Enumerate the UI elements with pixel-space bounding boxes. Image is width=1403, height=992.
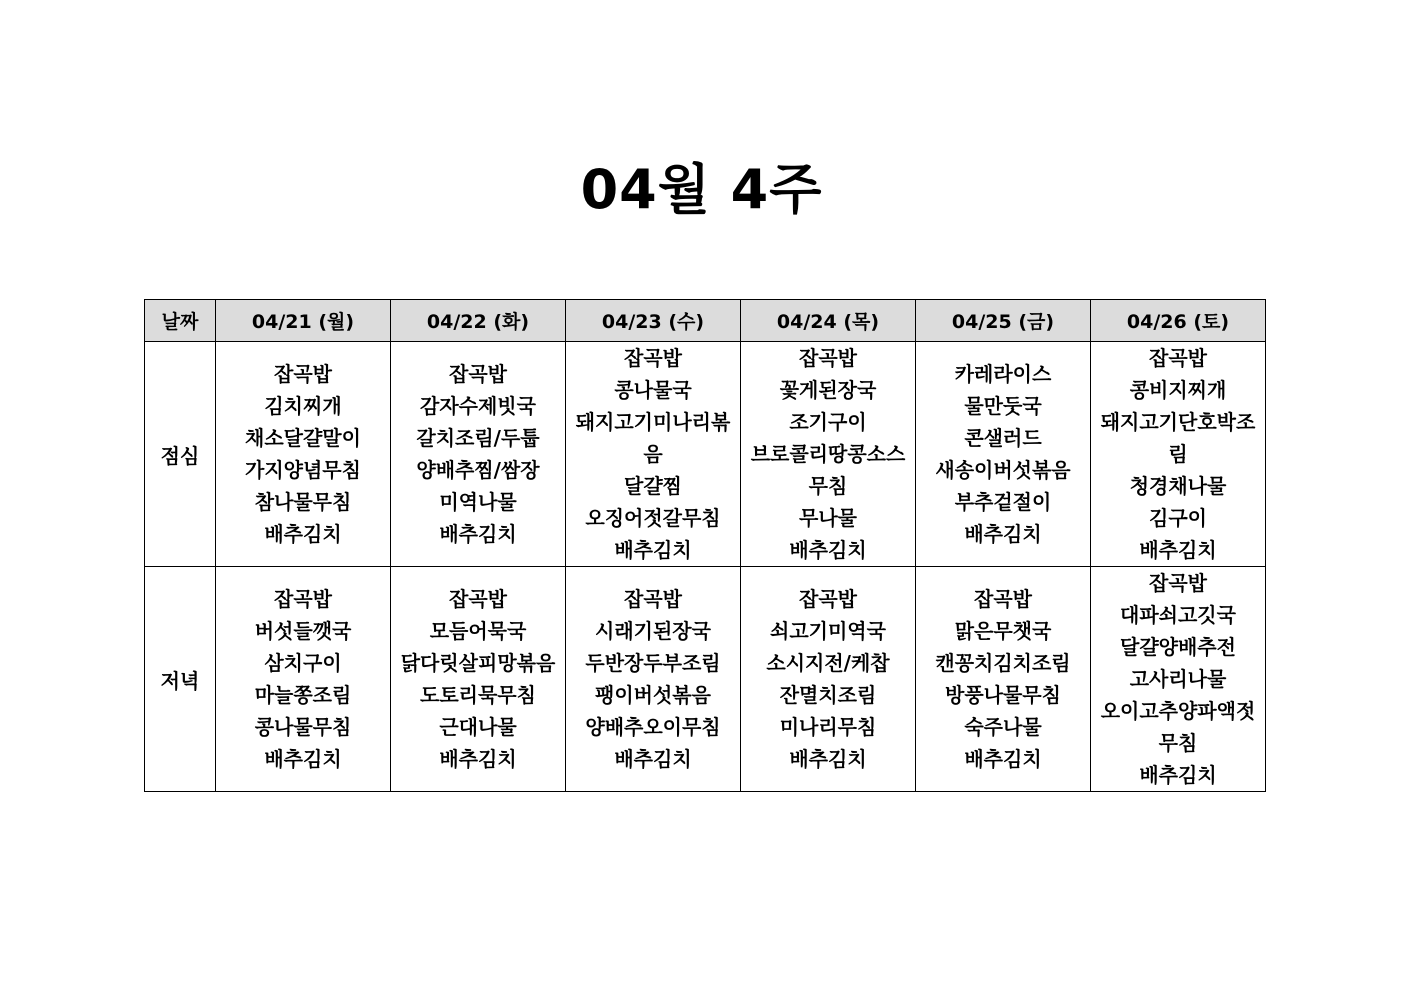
dinner-row: [145, 567, 1266, 792]
dish-item: 잡곡밥: [624, 587, 682, 611]
menu-cell: [1091, 567, 1266, 792]
dish-item: 배추김치: [789, 538, 867, 562]
dish-item: 돼지고기단호박조림: [1100, 410, 1256, 466]
dish-item: 새송이버섯볶음: [935, 458, 1071, 482]
dish-item: 돼지고기미나리볶음: [575, 410, 731, 466]
header-row: [145, 300, 1266, 342]
meal-label: 저녁: [145, 567, 216, 792]
dish-item: 쇠고기미역국: [770, 619, 886, 643]
dish-item: 소시지전/케찹: [766, 651, 890, 675]
menu-cell: [391, 342, 566, 567]
date-column-header: 날짜: [145, 300, 216, 342]
dish-item: 조기구이: [789, 410, 867, 434]
menu-cell: [1091, 342, 1266, 567]
dish-item: 잡곡밥: [1149, 571, 1207, 595]
dish-item: 대파쇠고깃국: [1120, 603, 1236, 627]
dish-item: 잡곡밥: [449, 362, 507, 386]
dish-item: 숙주나물: [964, 715, 1042, 739]
dish-item: 삼치구이: [264, 651, 342, 675]
menu-cell: [916, 342, 1091, 567]
dish-item: 버섯들깻국: [254, 619, 352, 643]
dish-item: 맑은무챗국: [954, 619, 1052, 643]
menu-cell: [566, 567, 741, 792]
dish-item: 배추김치: [1139, 538, 1217, 562]
dish-item: 물만둣국: [964, 394, 1042, 418]
page-title: 04월 4주: [580, 158, 823, 221]
dish-item: 잡곡밥: [274, 362, 332, 386]
dish-item: 김구이: [1149, 506, 1207, 530]
dish-item: 갈치조림/두툽: [416, 426, 540, 450]
dish-item: 배추김치: [439, 522, 517, 546]
lunch-row: [145, 342, 1266, 567]
dish-item: 배추김치: [264, 522, 342, 546]
weekly-menu-table: [144, 299, 1266, 792]
dish-item: 시래기된장국: [595, 619, 711, 643]
dish-item: 콩나물무침: [254, 715, 352, 739]
dish-item: 채소달걀말이: [245, 426, 361, 450]
dish-item: 잔멸치조림: [779, 683, 877, 707]
dish-item: 청경채나물: [1129, 474, 1227, 498]
dish-item: 오징어젓갈무침: [585, 506, 721, 530]
dish-item: 달걀양배추전: [1120, 635, 1236, 659]
dish-item: 브로콜리땅콩소스무침: [750, 442, 906, 498]
dish-item: 팽이버섯볶음: [595, 683, 711, 707]
menu-cell: [741, 567, 916, 792]
dish-item: 양배추오이무침: [585, 715, 721, 739]
meal-label: 점심: [145, 342, 216, 567]
dish-item: 참나물무침: [254, 490, 352, 514]
dish-item: 두반장두부조림: [585, 651, 721, 675]
dish-item: 잡곡밥: [624, 346, 682, 370]
dish-item: 배추김치: [789, 747, 867, 771]
dish-item: 무나물: [799, 506, 857, 530]
menu-cell: [216, 342, 391, 567]
dish-item: 근대나물: [439, 715, 517, 739]
dish-item: 가지양념무침: [245, 458, 361, 482]
dish-item: 배추김치: [964, 747, 1042, 771]
dish-item: 콩비지찌개: [1129, 378, 1227, 402]
dish-item: 오이고추양파액젓무침: [1100, 699, 1256, 755]
menu-cell: [916, 567, 1091, 792]
dish-item: 꽃게된장국: [779, 378, 877, 402]
dish-item: 김치찌개: [264, 394, 342, 418]
day-header: 04/21 (월): [216, 300, 391, 342]
dish-item: 미나리무침: [779, 715, 877, 739]
dish-item: 잡곡밥: [274, 587, 332, 611]
menu-cell: [741, 342, 916, 567]
dish-item: 잡곡밥: [799, 346, 857, 370]
dish-item: 마늘쫑조림: [254, 683, 352, 707]
day-header: 04/25 (금): [916, 300, 1091, 342]
menu-cell: [566, 342, 741, 567]
dish-item: 부추겉절이: [954, 490, 1052, 514]
dish-item: 배추김치: [614, 747, 692, 771]
dish-item: 미역나물: [439, 490, 517, 514]
dish-item: 닭다릿살피망볶음: [400, 651, 556, 675]
dish-item: 잡곡밥: [974, 587, 1032, 611]
dish-item: 카레라이스: [954, 362, 1052, 386]
dish-item: 잡곡밥: [799, 587, 857, 611]
dish-item: 배추김치: [614, 538, 692, 562]
dish-item: 잡곡밥: [1149, 346, 1207, 370]
dish-item: 감자수제빗국: [420, 394, 536, 418]
dish-item: 달걀찜: [624, 474, 682, 498]
dish-item: 캔꽁치김치조림: [935, 651, 1071, 675]
dish-item: 모듬어묵국: [429, 619, 527, 643]
dish-item: 잡곡밥: [449, 587, 507, 611]
dish-item: 배추김치: [439, 747, 517, 771]
dish-item: 배추김치: [964, 522, 1042, 546]
dish-item: 배추김치: [264, 747, 342, 771]
menu-cell: [216, 567, 391, 792]
dish-item: 콘샐러드: [964, 426, 1042, 450]
dish-item: 양배추찜/쌈장: [416, 458, 540, 482]
day-header: 04/26 (토): [1091, 300, 1266, 342]
dish-item: 콩나물국: [614, 378, 692, 402]
dish-item: 고사리나물: [1129, 667, 1227, 691]
day-header: 04/23 (수): [566, 300, 741, 342]
dish-item: 도토리묵무침: [420, 683, 536, 707]
dish-item: 배추김치: [1139, 763, 1217, 787]
dish-item: 방풍나물무침: [945, 683, 1061, 707]
menu-cell: [391, 567, 566, 792]
day-header: 04/22 (화): [391, 300, 566, 342]
day-header: 04/24 (목): [741, 300, 916, 342]
